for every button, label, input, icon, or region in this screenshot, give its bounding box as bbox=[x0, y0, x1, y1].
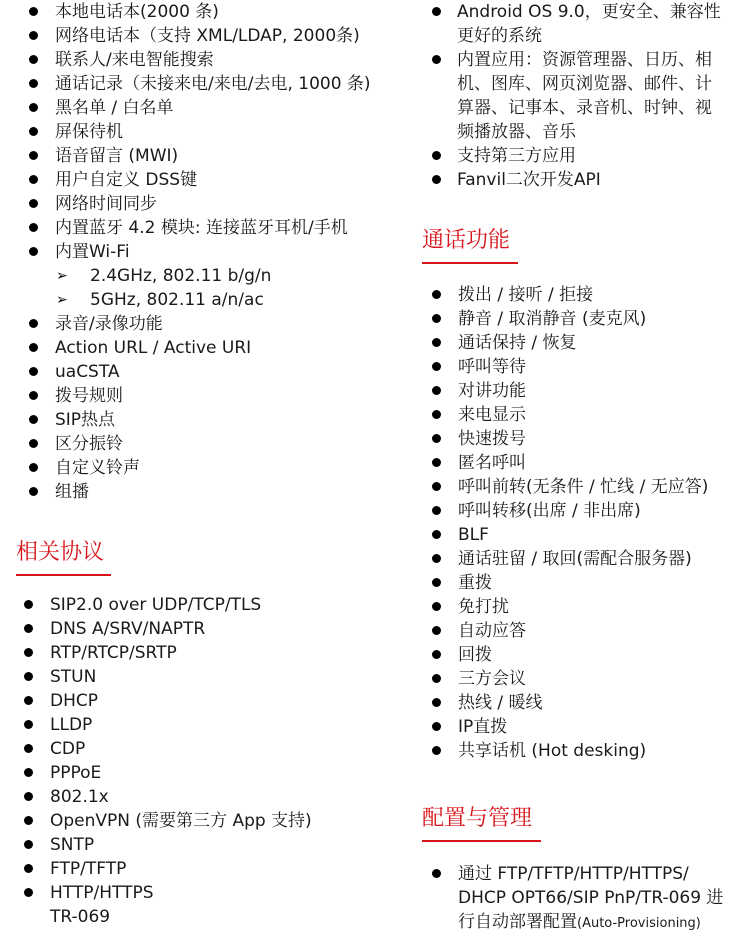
list-item: 匿名呼叫 bbox=[415, 451, 708, 475]
list-item: 通话保持 / 恢复 bbox=[415, 331, 708, 355]
list-item: 内置Wi-Fi bbox=[0, 240, 371, 264]
list-item: 本地电话本(2000 条) bbox=[0, 0, 371, 24]
list-item: RTP/RTCP/SRTP bbox=[0, 641, 312, 665]
list-item: 语音留言 (MWI) bbox=[0, 144, 371, 168]
list-item: 内置蓝牙 4.2 模块: 连接蓝牙耳机/手机 bbox=[0, 216, 371, 240]
list-item: 用户自定义 DSS键 bbox=[0, 168, 371, 192]
section-heading-config: 配置与管理 bbox=[422, 804, 541, 842]
list-item: STUN bbox=[0, 665, 312, 689]
config-item-note: (Auto-Provisioning) bbox=[577, 916, 701, 931]
list-item: 拨出 / 接听 / 拒接 bbox=[415, 283, 708, 307]
features-list bbox=[0, 0, 371, 504]
list-item: 呼叫等待 bbox=[415, 355, 708, 379]
protocols-list bbox=[0, 593, 312, 929]
list-item: 区分振铃 bbox=[0, 432, 371, 456]
section-heading-protocols: 相关协议 bbox=[16, 538, 111, 576]
sub-list-item: ➢ 2.4GHz, 802.11 b/g/n bbox=[0, 264, 371, 288]
list-item: 网络时间同步 bbox=[0, 192, 371, 216]
section-heading-call-functions: 通话功能 bbox=[422, 226, 518, 264]
list-item: DHCP bbox=[0, 689, 312, 713]
list-item: Action URL / Active URI bbox=[0, 336, 371, 360]
list-item: 组播 bbox=[0, 480, 371, 504]
list-item: OpenVPN (需要第三方 App 支持) bbox=[0, 809, 312, 833]
list-item: Fanvil二次开发API bbox=[415, 168, 727, 192]
list-item: 802.1x bbox=[0, 785, 312, 809]
list-item: 支持第三方应用 bbox=[415, 144, 727, 168]
list-item: PPPoE bbox=[0, 761, 312, 785]
list-item: 重拨 bbox=[415, 571, 708, 595]
config-item-text: 通过 FTP/TFTP/HTTP/HTTPS/ DHCP OPT66/SIP PnP/TR-069 进行自动部署配置 bbox=[458, 864, 724, 932]
list-item: 拨号规则 bbox=[0, 384, 371, 408]
list-item: 免打扰 bbox=[415, 595, 708, 619]
list-item: IP直拨 bbox=[415, 715, 708, 739]
sub-list-item: ➢ 5GHz, 802.11 a/n/ac bbox=[0, 288, 371, 312]
list-item: HTTP/HTTPS bbox=[0, 881, 312, 905]
list-item: BLF bbox=[415, 523, 708, 547]
list-item: 静音 / 取消静音 (麦克风) bbox=[415, 307, 708, 331]
list-item: SNTP bbox=[0, 833, 312, 857]
list-item: 网络电话本（支持 XML/LDAP, 2000条) bbox=[0, 24, 371, 48]
config-list bbox=[415, 862, 738, 936]
list-item: 内置应用：资源管理器、日历、相机、图库、网页浏览器、邮件、计算器、记事本、录音机、时钟、视频播放器、音乐 bbox=[415, 48, 727, 144]
list-item: 自定义铃声 bbox=[0, 456, 371, 480]
list-item: DNS A/SRV/NAPTR bbox=[0, 617, 312, 641]
list-item: 通话驻留 / 取回(需配合服务器) bbox=[415, 547, 708, 571]
list-item bbox=[415, 862, 738, 936]
list-item: 对讲功能 bbox=[415, 379, 708, 403]
list-item: 共享话机 (Hot desking) bbox=[415, 739, 708, 763]
list-item: 快速拨号 bbox=[415, 427, 708, 451]
list-item: SIP热点 bbox=[0, 408, 371, 432]
list-item: 通话记录（未接来电/来电/去电, 1000 条) bbox=[0, 72, 371, 96]
list-item: 热线 / 暖线 bbox=[415, 691, 708, 715]
list-item: 呼叫转移(出席 / 非出席) bbox=[415, 499, 708, 523]
list-item-continued: TR-069 bbox=[50, 907, 111, 927]
list-item: 录音/录像功能 bbox=[0, 312, 371, 336]
list-item: 黑名单 / 白名单 bbox=[0, 96, 371, 120]
list-item: uaCSTA bbox=[0, 360, 371, 384]
list-item: FTP/TFTP bbox=[0, 857, 312, 881]
list-item: 联系人/来电智能搜索 bbox=[0, 48, 371, 72]
list-item: Android OS 9.0，更安全、兼容性更好的系统 bbox=[415, 0, 727, 48]
list-item: LLDP bbox=[0, 713, 312, 737]
list-item: 自动应答 bbox=[415, 619, 708, 643]
list-item: 三方会议 bbox=[415, 667, 708, 691]
call-functions-list bbox=[415, 283, 708, 763]
list-item: 回拨 bbox=[415, 643, 708, 667]
list-item: CDP bbox=[0, 737, 312, 761]
list-item: 呼叫前转(无条件 / 忙线 / 无应答) bbox=[415, 475, 708, 499]
list-item: 屏保待机 bbox=[0, 120, 371, 144]
list-item: 来电显示 bbox=[415, 403, 708, 427]
system-list bbox=[415, 0, 727, 192]
list-item: SIP2.0 over UDP/TCP/TLS bbox=[0, 593, 312, 617]
